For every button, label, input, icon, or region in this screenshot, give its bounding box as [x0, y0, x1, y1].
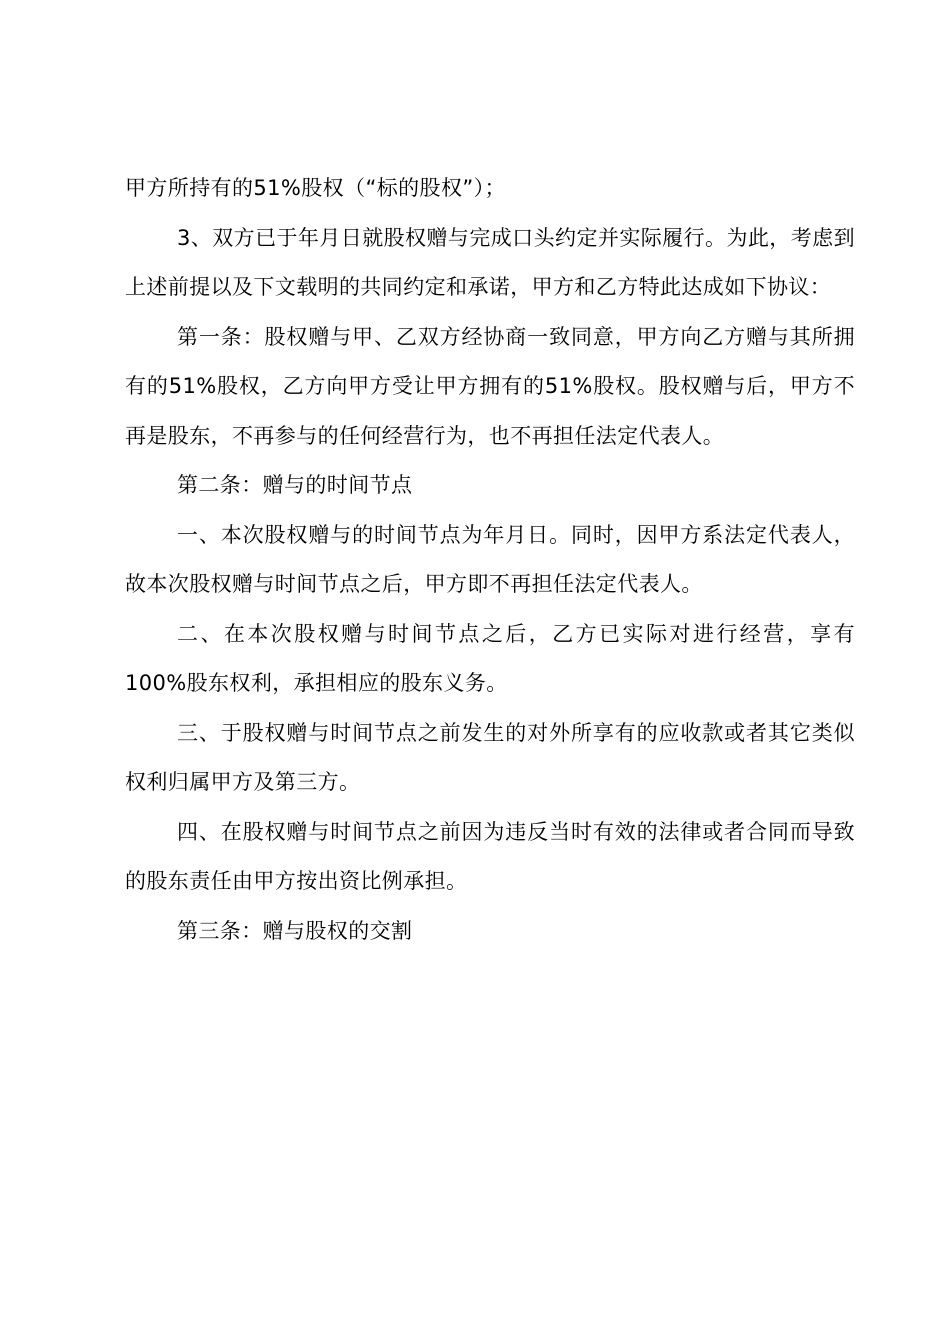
paragraph-equity-share: 甲方所持有的51%股权（“标的股权”）； — [125, 176, 506, 200]
article-two-clause-one: 一、本次股权赠与的时间节点为年月日。同时，因甲方系法定代表人，故本次股权赠与时间节点之后，甲方即不再担任法定代表人。 — [125, 522, 855, 596]
article-two-clause-three: 三、于股权赠与时间节点之前发生的对外所享有的应收款或者其它类似权利归属甲方及第三方。 — [125, 720, 855, 794]
article-three-heading: 第三条：赠与股权的交割 — [177, 918, 413, 943]
article-two-clause-two: 二、在本次股权赠与时间节点之后，乙方已实际对进行经营，享有100%股东权利，承担相应的股东义务。 — [125, 621, 855, 695]
article-two-clause-four: 四、在股权赠与时间节点之前因为违反当时有效的法律或者合同而导致的股东责任由甲方按出资比例承担。 — [125, 819, 855, 893]
document-body — [125, 164, 855, 956]
article-one: 第一条：股权赠与甲、乙双方经协商一致同意，甲方向乙方赠与其所拥有的51%股权，乙方向甲方受让甲方拥有的51%股权。股权赠与后，甲方不再是股东，不再参与的任何经营行为，也不再担任法定代表人。 — [125, 324, 855, 448]
article-two-heading: 第二条：赠与的时间节点 — [177, 473, 413, 497]
paragraph-verbal-agreement: 3、双方已于年月日就股权赠与完成口头约定并实际履行。为此，考虑到上述前提以及下文载明的共同约定和承诺，甲方和乙方特此达成如下协议： — [125, 225, 855, 299]
